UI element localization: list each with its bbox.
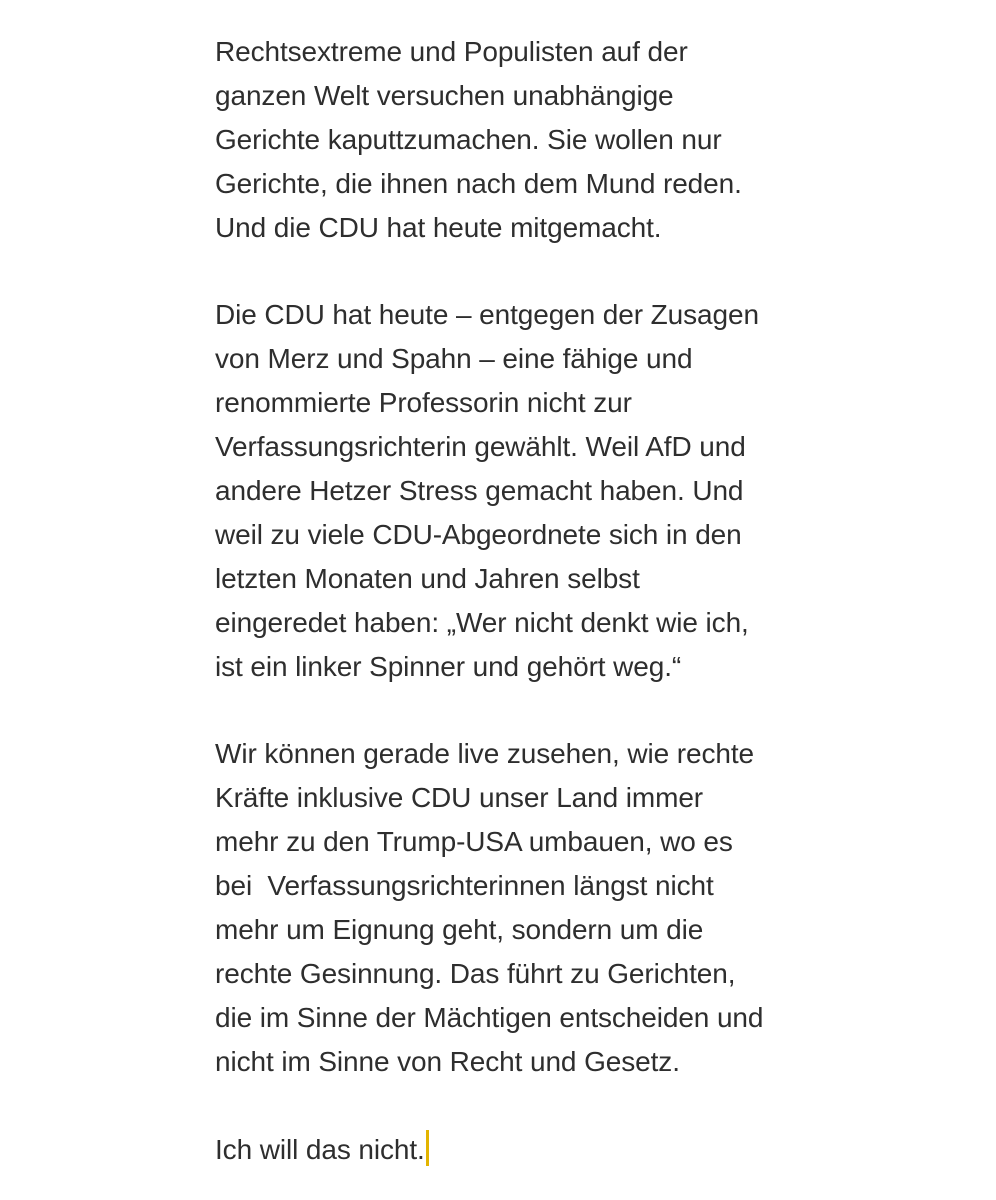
note-line: Verfassungsrichterin gewählt. Weil AfD und [215, 431, 746, 463]
note-line: Gerichte kaputtzumachen. Sie wollen nur [215, 123, 722, 155]
paragraph-gap [215, 1084, 815, 1128]
note-line: Gerichte, die ihnen nach dem Mund reden. [215, 167, 742, 199]
note-paragraph-4 [215, 1128, 815, 1172]
note-line: renommierte Professorin nicht zur [215, 387, 632, 419]
text-cursor [426, 1130, 429, 1166]
note-editor[interactable] [215, 30, 815, 1172]
note-line: rechte Gesinnung. Das führt zu Gerichten, [215, 958, 736, 989]
note-line: bei Verfassungsrichterinnen längst nicht [215, 870, 714, 902]
note-line: andere Hetzer Stress gemacht haben. Und [215, 475, 744, 507]
note-line: Und die CDU hat heute mitgemacht. [215, 211, 662, 243]
note-paragraph-1 [215, 30, 815, 250]
note-line: Die CDU hat heute – entgegen der Zusagen [215, 299, 759, 331]
note-line: Rechtsextreme und Populisten auf der [215, 36, 688, 67]
note-line: Wir können gerade live zusehen, wie rechte [215, 738, 754, 770]
note-line: mehr zu den Trump-USA umbauen, wo es [215, 826, 733, 858]
note-line: ganzen Welt versuchen unabhängige [215, 79, 674, 111]
note-line: weil zu viele CDU-Abgeordnete sich in den [215, 518, 742, 550]
paragraph-gap [215, 689, 815, 733]
note-line: von Merz und Spahn – eine fähige und [215, 343, 693, 375]
note-line: die im Sinne der Mächtigen entscheiden und [215, 1001, 764, 1033]
note-line-text: Ich will das nicht. [215, 1133, 425, 1165]
note-paragraph-3 [215, 732, 815, 1083]
note-line: letzten Monaten und Jahren selbst [215, 562, 640, 594]
note-line: nicht im Sinne von Recht und Gesetz. [215, 1045, 680, 1077]
note-line: eingeredet haben: „Wer nicht denkt wie ich, [215, 606, 749, 638]
note-line-last [215, 1128, 815, 1172]
note-line: ist ein linker Spinner und gehört weg.“ [215, 650, 682, 682]
note-paragraph-2 [215, 293, 815, 688]
paragraph-gap [215, 250, 815, 294]
note-line: mehr um Eignung geht, sondern um die [215, 914, 704, 946]
note-line: Kräfte inklusive CDU unser Land immer [215, 782, 704, 814]
